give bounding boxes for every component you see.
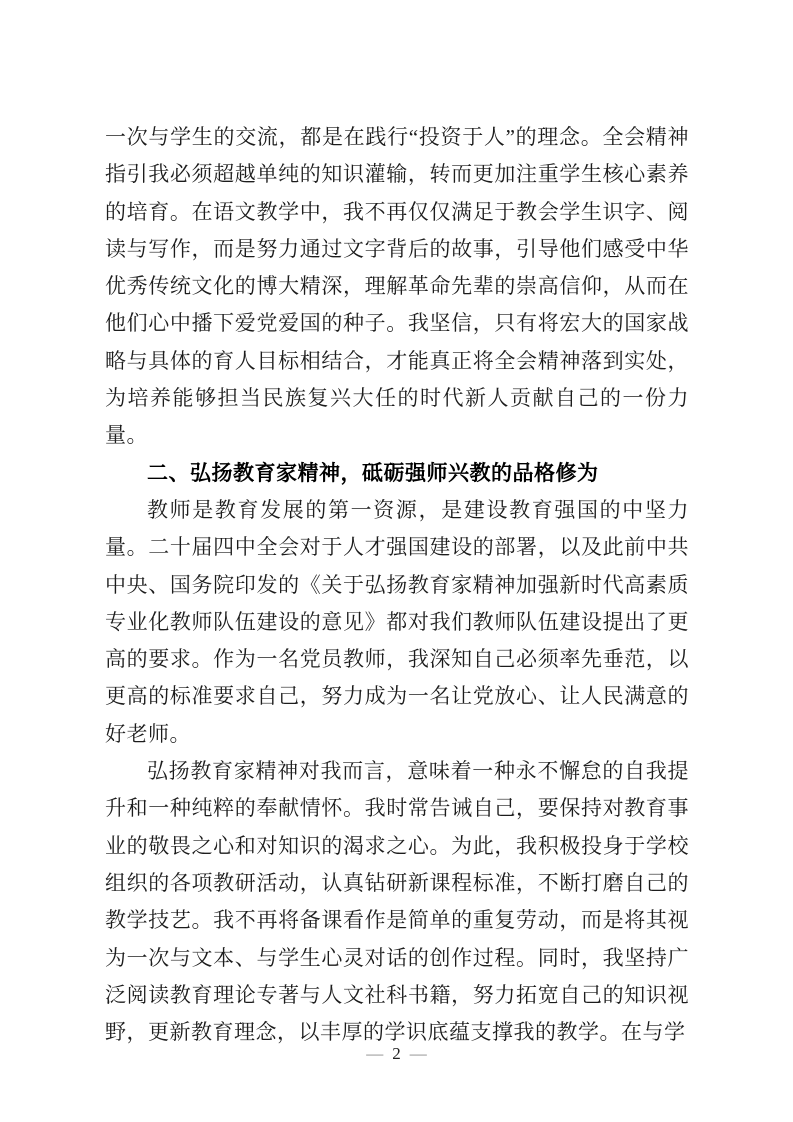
footer-dash-left: —	[366, 1044, 384, 1063]
paragraph-continuation: 一次与学生的交流，都是在践行“投资于人”的理念。全会精神指引我必须超越单纯的知识灌输，转而更加注重学生核心素养的培育。在语文教学中，我不再仅仅满足于教会学生识字、阅读与写作，而是努力通过文字背后的故事，引导他们感受中华优秀传统文化的博大精深，理解革命先辈的崇高信仰，从而在他们心中播下爱党爱国的种子。我坚信，只有将宏大的国家战略与具体的育人目标相结合，才能真正将全会精神落到实处，为培养能够担当民族复兴大任的时代新人贡献自己的一份力量。	[105, 125, 689, 448]
page-footer	[0, 1044, 793, 1064]
section-heading: 二、弘扬教育家精神，砥砺强师兴教的品格修为	[147, 461, 599, 485]
paragraph-teacher-resource: 教师是教育发展的第一资源，是建设教育强国的中坚力量。二十届四中全会对于人才强国建设的部署，以及此前中共中央、国务院印发的《关于弘扬教育家精神加强新时代高素质专业化教师队伍建设的意见》都对我们教师队伍建设提出了更高的要求。作为一名党员教师，我深知自己必须率先垂范，以更高的标准要求自己，努力成为一名让党放心、让人民满意的好老师。	[105, 497, 689, 746]
paragraph-educator-spirit: 弘扬教育家精神对我而言，意味着一种永不懈怠的自我提升和一种纯粹的奉献情怀。我时常告诫自己，要保持对教育事业的敬畏之心和对知识的渴求之心。为此，我积极投身于学校组织的各项教研活动，认真钻研新课程标准，不断打磨自己的教学技艺。我不再将备课看作是简单的重复劳动，而是将其视为一次与文本、与学生心灵对话的创作过程。同时，我坚持广泛阅读教育理论专著与人文社科书籍，努力拓宽自己的知识视野，更新教育理念，以丰厚的学识底蕴支撑我的教学。在与学	[105, 759, 689, 1045]
page-number: 2	[392, 1044, 401, 1063]
footer-dash-right: —	[409, 1044, 427, 1063]
document-body	[105, 119, 689, 1051]
